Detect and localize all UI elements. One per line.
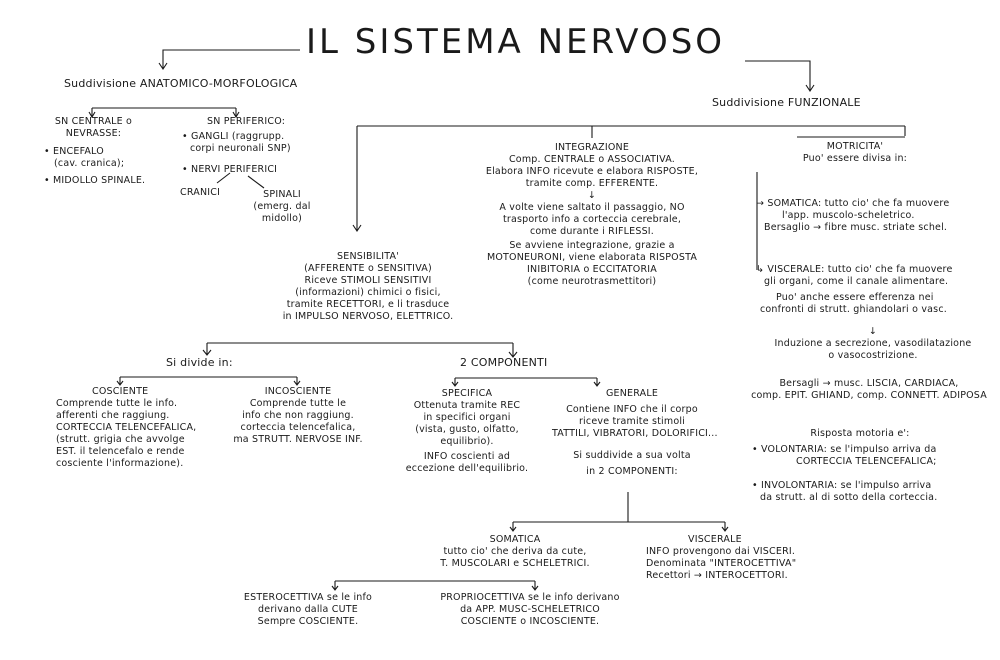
incosciente-line: ma STRUTT. NERVOSE INF. [233, 434, 363, 445]
specifica-line: (vista, gusto, olfatto, [415, 424, 519, 435]
cosciente-title: COSCIENTE [92, 386, 149, 397]
integrazione-block [452, 142, 732, 288]
integrazione-line: Comp. CENTRALE o ASSOCIATIVA. [508, 154, 676, 165]
integrazione-line: trasporto info a corteccia cerebrale, [502, 214, 682, 225]
risposta-involontaria [752, 480, 937, 504]
integrazione-line: tramite comp. EFFERENTE. [525, 178, 659, 189]
cosciente-block [56, 386, 196, 470]
viscerale-line: INFO provengono dai VISCERI. [646, 546, 796, 557]
involontaria-line: da strutt. al di sotto della corteccia. [760, 492, 938, 503]
motricita-bersagli [738, 378, 1000, 402]
generale-title: GENERALE [605, 388, 659, 399]
gangli-text [182, 131, 291, 155]
propriocettiva-line: COSCIENTE o INCOSCIENTE. [460, 616, 600, 627]
si-divide-label: Si divide in: [166, 356, 233, 369]
spinali-line: (emerg. dal [253, 201, 311, 212]
motricita-induzione [748, 326, 998, 362]
specifica-block [392, 388, 542, 475]
somatica-line: → SOMATICA: tutto cio' che fa muovere [756, 198, 950, 209]
incosciente-line: corteccia telencefalica, [240, 422, 356, 433]
cranici-label: CRANICI [180, 187, 221, 198]
generale-line: Contiene INFO che il corpo [566, 404, 698, 415]
involontaria-line: • INVOLONTARIA: se l'impulso arriva [752, 480, 932, 491]
propriocettiva-line: da APP. MUSC-SCHELETRICO [460, 604, 600, 615]
centrale-items [44, 146, 145, 187]
integrazione-line: Se avviene integrazione, grazie a [509, 240, 675, 251]
generale-line: TATTILI, VIBRATORI, DOLORIFICI... [552, 428, 718, 439]
spinali-line: midollo) [261, 213, 303, 224]
induzione-line: o vasocostrizione. [828, 350, 918, 361]
motricita-somatica [756, 198, 949, 234]
componenti-label: 2 COMPONENTI [460, 356, 548, 369]
incosciente-line: info che non raggiung. [242, 410, 354, 421]
cosciente-line: (strutt. grigia che avvolge [56, 434, 185, 445]
anatomico-heading: Suddivisione ANATOMICO-MORFOLOGICA [64, 77, 298, 90]
viscerale-line: Puo' anche essere efferenza nei [776, 292, 934, 303]
integrazione-line: MOTONEURONI, viene elaborata RISPOSTA [486, 252, 698, 263]
specifica-title: SPECIFICA [441, 388, 493, 399]
cosciente-line: EST. il telencefalo e rende [56, 446, 185, 457]
integrazione-line: A volte viene saltato il passaggio, NO [499, 202, 685, 213]
esterocettiva-line: derivano dalla CUTE [258, 604, 358, 615]
page-title: IL SISTEMA NERVOSO [306, 22, 726, 62]
sensibilita-block [258, 251, 478, 323]
incosciente-line: Comprende tutte le [249, 398, 347, 409]
specifica-line: in specifici organi [423, 412, 511, 423]
cosciente-line: Comprende tutte le info. [56, 398, 178, 409]
volontaria-line: • VOLONTARIA: se l'impulso arriva da [752, 444, 937, 455]
nervi-periferici: • NERVI PERIFERICI [182, 164, 278, 175]
somatica-title: SOMATICA [489, 534, 541, 545]
integrazione-line: (come neurotrasmettitori) [527, 276, 657, 287]
incosciente-title: INCOSCIENTE [264, 386, 332, 397]
sensibilita-line: (informazioni) chimici o fisici, [295, 287, 441, 298]
integrazione-line: Elabora INFO ricevute e elabora RISPOSTE, [485, 166, 699, 177]
viscerale-line: gli organi, come il canale alimentare. [764, 276, 949, 287]
viscerale-line: confronti di strutt. ghiandolari o vasc. [760, 304, 947, 315]
sensibilita-line: in IMPULSO NERVOSO, ELETTRICO. [282, 311, 454, 322]
specifica-line: INFO coscienti ad [423, 451, 511, 462]
generale-line: riceve tramite stimoli [578, 416, 686, 427]
gangli-line: • GANGLI (raggrupp. [182, 131, 285, 142]
sensibilita-title: SENSIBILITA' [337, 251, 399, 262]
centrale-item: (cav. cranica); [54, 158, 125, 169]
risposta-volontaria [752, 444, 937, 468]
generale-block [552, 388, 718, 478]
somatica-line: l'app. muscolo-scheletrico. [782, 210, 915, 221]
centrale-title-line: NEVRASSE: [65, 128, 122, 139]
generale-suddivide: Si suddivide a sua volta [573, 450, 691, 461]
specifica-line: Ottenuta tramite REC [413, 400, 521, 411]
motricita-viscerale [756, 264, 953, 316]
viscerale-line: Denominata "INTEROCETTIVA" [646, 558, 797, 569]
induzione-line: Induzione a secrezione, vasodilatazione [774, 338, 972, 349]
motricita-title: MOTRICITA' [826, 141, 884, 152]
motricita-subtitle: Puo' essere divisa in: [802, 153, 908, 164]
viscerale-line: Recettori → INTEROCETTORI. [646, 570, 788, 581]
integrazione-line: come durante i RIFLESSI. [529, 226, 655, 237]
somatica-line: Bersaglio → fibre musc. striate schel. [764, 222, 948, 233]
funzionale-heading: Suddivisione FUNZIONALE [712, 96, 861, 109]
integrazione-line: INIBITORIA o ECCITATORIA [527, 264, 657, 275]
spinali-line: SPINALI [263, 189, 301, 200]
sensibilita-line: tramite RECETTORI, e li trasduce [286, 299, 450, 310]
somatica-line: T. MUSCOLARI e SCHELETRICI. [440, 558, 590, 569]
periferico-title: SN PERIFERICO: [207, 116, 286, 127]
esterocettiva-line: ESTEROCETTIVA se le info [243, 592, 373, 603]
centrale-title-line: SN CENTRALE o [54, 116, 133, 127]
generale-suddivide: in 2 COMPONENTI: [586, 466, 678, 477]
centrale-item: • ENCEFALO [44, 146, 104, 157]
sensibilita-line: Riceve STIMOLI SENSITIVI [304, 275, 432, 286]
centrale-title [46, 116, 141, 140]
esterocettiva-block [228, 592, 388, 628]
integrazione-arrow: ↓ [587, 190, 597, 201]
cosciente-line: CORTECCIA TELENCEFALICA, [56, 422, 197, 433]
propriocettiva-block [420, 592, 640, 628]
risposta-motoria: Risposta motoria e': [810, 428, 910, 439]
incosciente-block [218, 386, 378, 446]
viscerale-title: VISCERALE [688, 534, 742, 545]
somatica-block [420, 534, 610, 570]
bersagli-line: Bersagli → musc. LISCIA, CARDIACA, [779, 378, 959, 389]
centrale-item: • MIDOLLO SPINALE. [44, 175, 146, 186]
propriocettiva-line: PROPRIOCETTIVA se le info derivano [440, 592, 620, 603]
specifica-line: eccezione dell'equilibrio. [405, 463, 529, 474]
viscerale-block [646, 534, 796, 582]
viscerale-line: ↳ VISCERALE: tutto cio' che fa muovere [756, 264, 953, 275]
cosciente-line: cosciente l'informazione). [56, 458, 184, 469]
spinali-text [246, 189, 318, 225]
integrazione-title: INTEGRAZIONE [554, 142, 630, 153]
sensibilita-line: (AFFERENTE o SENSITIVA) [304, 263, 432, 274]
cosciente-line: afferenti che raggiung. [56, 410, 170, 421]
somatica-line: tutto cio' che deriva da cute, [443, 546, 587, 557]
motricita-header [790, 141, 920, 165]
induzione-arrow: ↓ [868, 326, 878, 337]
bersagli-line: comp. EPIT. GHIAND, comp. CONNETT. ADIPOSA [751, 390, 987, 401]
volontaria-line: CORTECCIA TELENCEFALICA; [796, 456, 937, 467]
gangli-line: corpi neuronali SNP) [190, 143, 291, 154]
specifica-line: equilibrio). [440, 436, 494, 447]
esterocettiva-line: Sempre COSCIENTE. [257, 616, 359, 627]
